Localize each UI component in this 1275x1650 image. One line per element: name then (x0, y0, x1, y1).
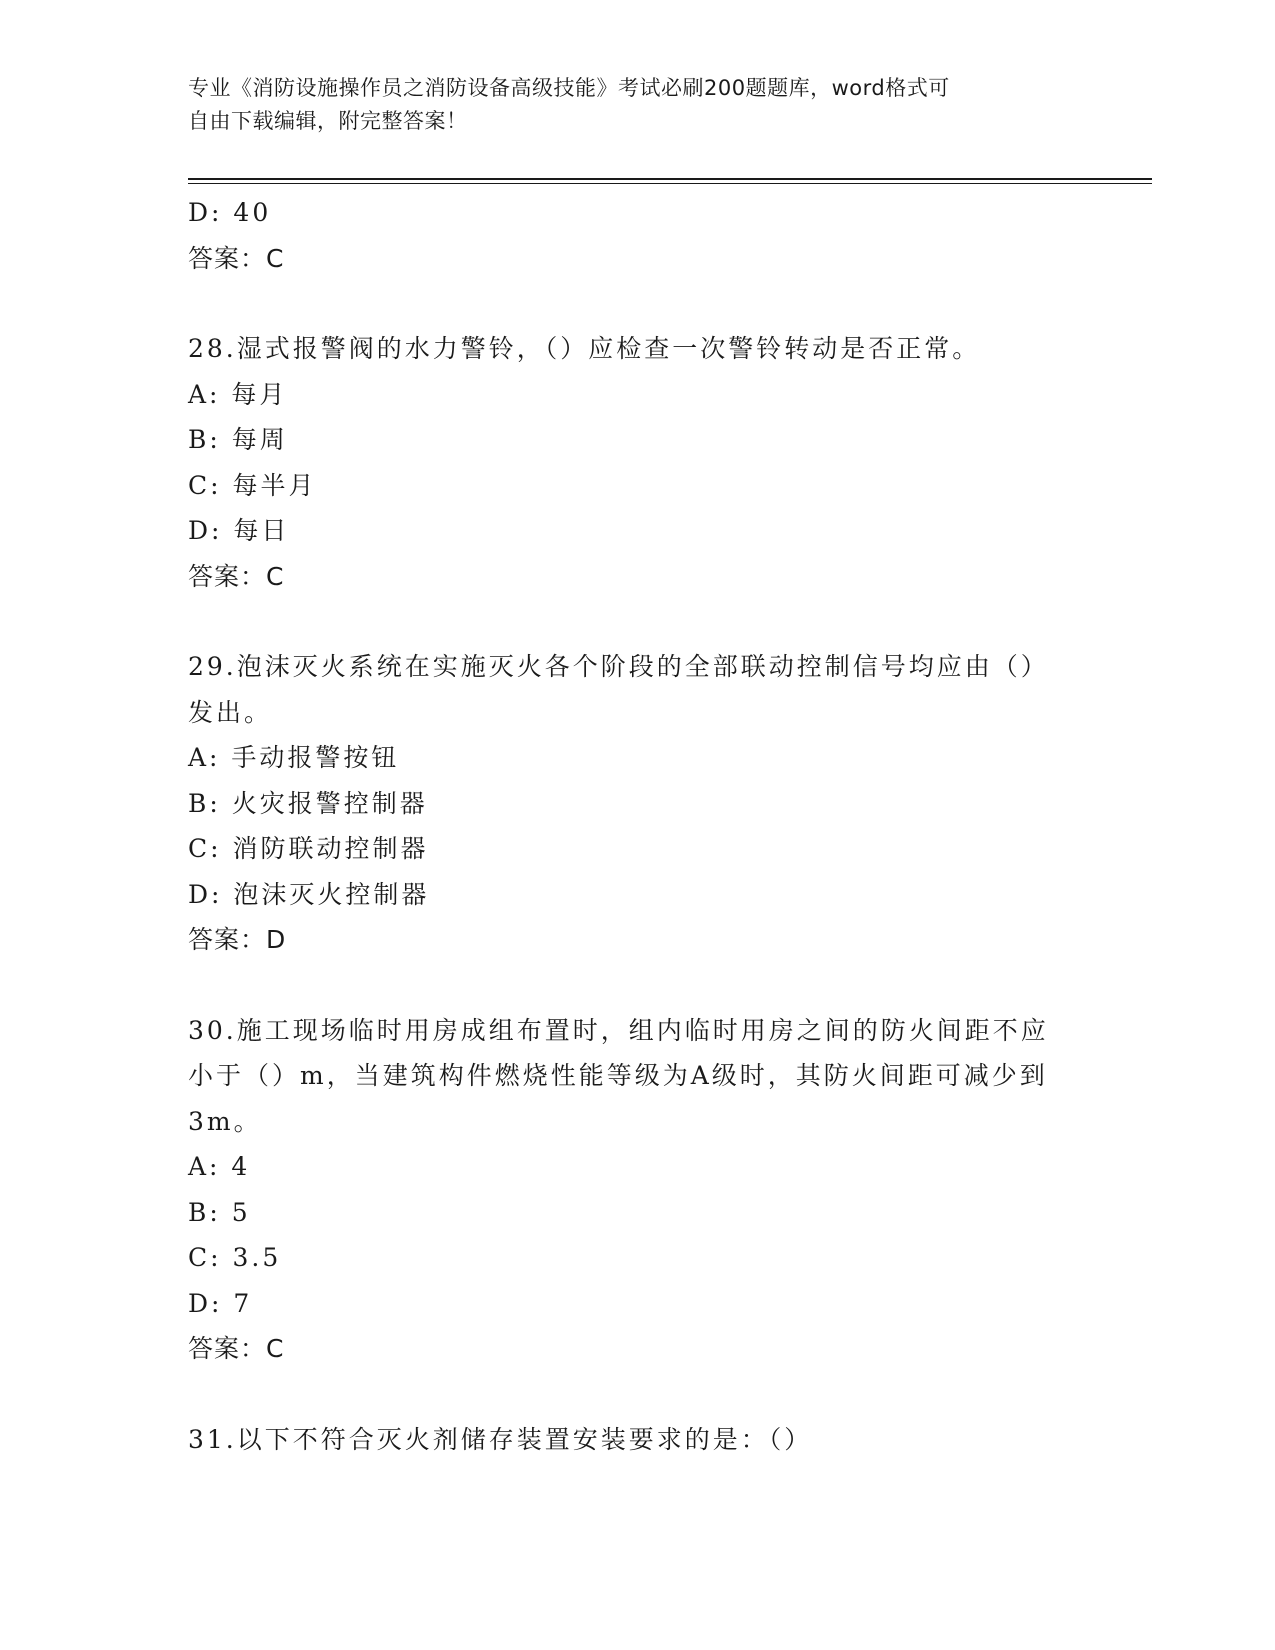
option-d: D: 每日 (188, 516, 290, 545)
option-b: B: 火灾报警控制器 (188, 788, 428, 818)
option-a: A: 手动报警按钮 (188, 743, 400, 772)
option-c: C: 消防联动控制器 (188, 834, 429, 863)
question-text: 30.施工现场临时用房成组布置时，组内临时用房之间的防火间距不应 (188, 1015, 1049, 1045)
option-d: D: 40 (188, 198, 272, 227)
question-28 (188, 326, 1088, 599)
question-29 (188, 644, 1088, 963)
option-a: A: 每月 (188, 379, 288, 409)
header-rule-thick (188, 178, 1152, 180)
question-30 (188, 1008, 1088, 1372)
question-text-cont: 小于（）m，当建筑构件燃烧性能等级为A级时，其防火间距可减少到 (188, 1061, 1048, 1090)
question-text: 28.湿式报警阀的水力警铃，（）应检查一次警铃转动是否正常。 (188, 334, 981, 363)
header-line-1: 专业《消防设施操作员之消防设备高级技能》考试必刷200题题库，word格式可 (188, 76, 950, 100)
answer: 答案：C (188, 243, 285, 273)
question-31 (188, 1417, 1088, 1463)
option-b: B: 5 (188, 1197, 251, 1227)
document-body (188, 190, 1088, 1462)
option-b: B: 每周 (188, 425, 288, 454)
answer: 答案：D (188, 925, 287, 954)
question-text: 29.泡沫灭火系统在实施灭火各个阶段的全部联动控制信号均应由（） (188, 652, 1049, 681)
previous-question-tail (188, 190, 1088, 281)
header-rule-thin (188, 183, 1152, 184)
question-text-cont: 发出。 (188, 697, 273, 727)
option-c: C: 3.5 (188, 1243, 282, 1272)
option-d: D: 泡沫灭火控制器 (188, 879, 430, 909)
page-header (188, 72, 1068, 138)
header-line-2: 自由下载编辑，附完整答案！ (188, 109, 468, 133)
option-d: D: 7 (188, 1288, 253, 1318)
answer: 答案：C (188, 1334, 285, 1363)
question-text-cont-2: 3m。 (188, 1106, 262, 1136)
option-a: A: 4 (188, 1152, 251, 1181)
question-text: 31.以下不符合灭火剂储存装置安装要求的是：（） (188, 1424, 813, 1454)
answer: 答案：C (188, 561, 285, 591)
option-c: C: 每半月 (188, 470, 317, 500)
